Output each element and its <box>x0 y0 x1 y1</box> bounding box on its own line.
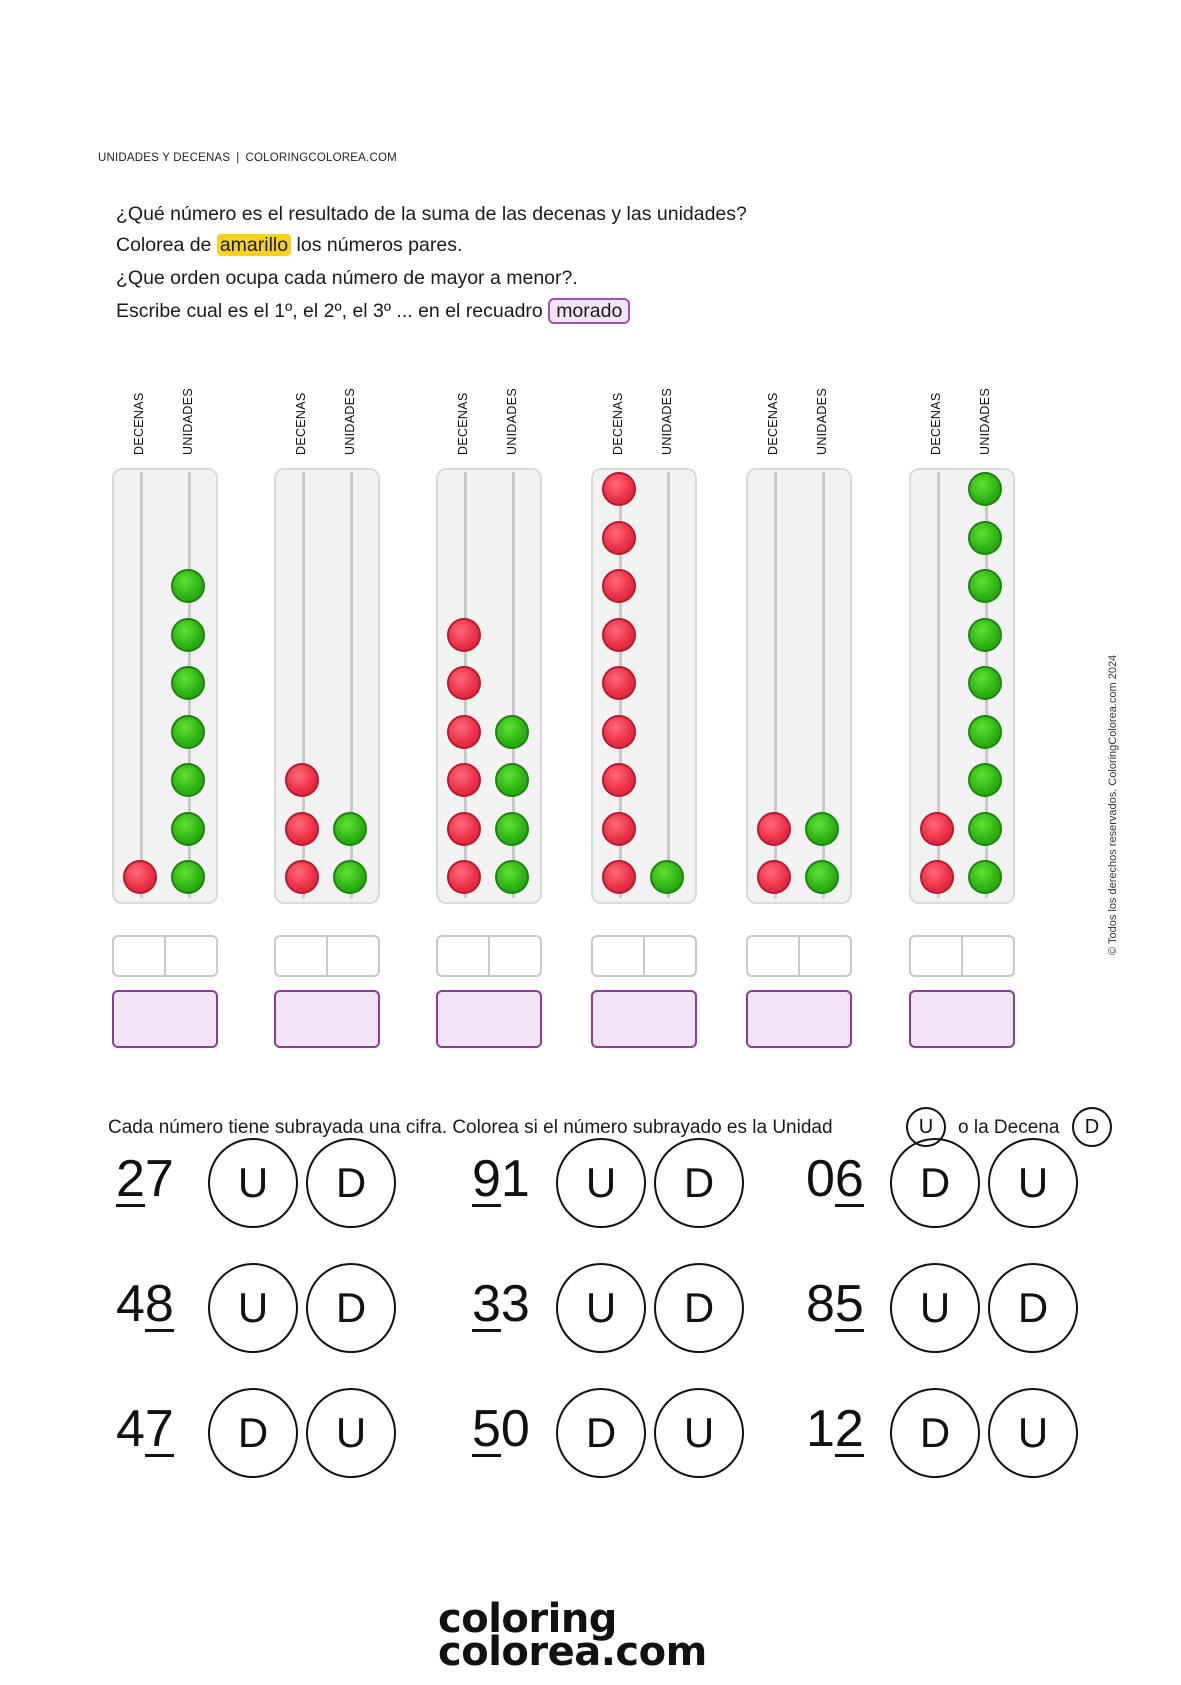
units-bead <box>968 521 1002 555</box>
digit-box-divider <box>488 937 490 975</box>
underlined-digit: 9 <box>472 1150 501 1208</box>
tens-bead <box>602 763 636 797</box>
instruction-line-1: ¿Qué número es el resultado de la suma de las decenas y las unidades? <box>116 203 747 225</box>
choice-circle[interactable]: D <box>208 1388 298 1478</box>
units-bead <box>171 715 205 749</box>
header-topic: UNIDADES Y DECENAS <box>98 152 231 164</box>
units-bead <box>968 715 1002 749</box>
units-bead <box>495 715 529 749</box>
choice-circle[interactable]: U <box>208 1138 298 1228</box>
highlight-yellow: amarillo <box>217 234 291 256</box>
units-bead <box>968 763 1002 797</box>
tens-bead <box>285 812 319 846</box>
exercise-number <box>472 1274 530 1334</box>
units-bead <box>968 812 1002 846</box>
order-box[interactable] <box>591 990 697 1048</box>
instruction-line-2-pre: Colorea de <box>116 234 212 256</box>
order-box[interactable] <box>746 990 852 1048</box>
underlined-digit: 6 <box>834 1150 864 1208</box>
instruction-line-3: ¿Que orden ocupa cada número de mayor a menor?. <box>116 267 578 289</box>
label-decenas: DECENAS <box>456 392 470 455</box>
choice-circle[interactable]: D <box>988 1263 1078 1353</box>
tens-bead <box>447 812 481 846</box>
units-bead <box>333 860 367 894</box>
exercise-number <box>116 1149 174 1209</box>
units-bead <box>650 860 684 894</box>
answer-digit-box[interactable] <box>746 935 852 977</box>
units-bead <box>171 812 205 846</box>
order-box[interactable] <box>274 990 380 1048</box>
tens-bead <box>602 472 636 506</box>
answer-digit-box[interactable] <box>436 935 542 977</box>
ten-legend-circle: D <box>1072 1107 1112 1147</box>
copyright-note: © Todos los derechos reservados. ColoringColorea.com 2024 <box>1107 654 1119 955</box>
tens-bead <box>447 763 481 797</box>
tens-bead <box>123 860 157 894</box>
tens-bead <box>602 715 636 749</box>
units-bead <box>805 860 839 894</box>
tens-bead <box>920 860 954 894</box>
underlined-digit: 2 <box>834 1400 864 1458</box>
units-bead <box>968 618 1002 652</box>
tens-bead <box>602 860 636 894</box>
choice-circle[interactable]: D <box>306 1263 396 1353</box>
choice-circle[interactable]: D <box>556 1388 646 1478</box>
choice-circle[interactable]: U <box>208 1263 298 1353</box>
units-bead <box>805 812 839 846</box>
header-separator: | <box>236 152 240 164</box>
label-decenas: DECENAS <box>929 392 943 455</box>
units-bead <box>495 812 529 846</box>
digit: 1 <box>806 1400 835 1458</box>
instruction-line-4 <box>116 300 630 323</box>
label-unidades: UNIDADES <box>978 388 992 455</box>
digit: 7 <box>144 1150 174 1208</box>
answer-digit-box[interactable] <box>112 935 218 977</box>
units-bead <box>171 763 205 797</box>
rod-unidades <box>667 472 670 898</box>
units-bead <box>968 666 1002 700</box>
instruction-line-2-post: los números pares. <box>296 234 463 256</box>
answer-digit-box[interactable] <box>909 935 1015 977</box>
choice-circle[interactable]: U <box>556 1138 646 1228</box>
choice-circle[interactable]: U <box>988 1138 1078 1228</box>
choice-circle[interactable]: U <box>556 1263 646 1353</box>
digit: 4 <box>116 1275 145 1333</box>
choice-circle[interactable]: U <box>988 1388 1078 1478</box>
tens-bead <box>447 860 481 894</box>
answer-digit-box[interactable] <box>591 935 697 977</box>
choice-circle[interactable]: D <box>654 1263 744 1353</box>
digit: 1 <box>500 1150 530 1208</box>
instruction-line-4-pre: Escribe cual es el 1º, el 2º, el 3º ... en el recuadro <box>116 300 543 322</box>
digit: 8 <box>806 1275 835 1333</box>
underlined-digit: 7 <box>144 1400 174 1458</box>
label-decenas: DECENAS <box>294 392 308 455</box>
tens-bead <box>602 618 636 652</box>
tens-bead <box>447 666 481 700</box>
choice-circle[interactable]: D <box>890 1138 980 1228</box>
tens-bead <box>757 812 791 846</box>
instruction-line-2 <box>116 234 462 257</box>
header-site: COLORINGCOLOREA.COM <box>245 152 397 164</box>
order-box[interactable] <box>436 990 542 1048</box>
label-decenas: DECENAS <box>766 392 780 455</box>
units-bead <box>171 569 205 603</box>
exercise-number <box>806 1399 864 1459</box>
exercise-number <box>472 1149 530 1209</box>
tens-bead <box>602 666 636 700</box>
digit: 3 <box>500 1275 530 1333</box>
underlined-digit: 8 <box>144 1275 174 1333</box>
choice-circle[interactable]: D <box>306 1138 396 1228</box>
digit-box-divider <box>643 937 645 975</box>
label-decenas: DECENAS <box>132 392 146 455</box>
tens-bead <box>920 812 954 846</box>
choice-circle[interactable]: D <box>890 1388 980 1478</box>
digit: 0 <box>806 1150 835 1208</box>
units-bead <box>171 860 205 894</box>
label-unidades: UNIDADES <box>181 388 195 455</box>
label-unidades: UNIDADES <box>815 388 829 455</box>
tens-bead <box>757 860 791 894</box>
underlined-digit: 5 <box>834 1275 864 1333</box>
label-unidades: UNIDADES <box>505 388 519 455</box>
exercise-number <box>116 1399 174 1459</box>
choice-circle[interactable]: U <box>890 1263 980 1353</box>
page-header <box>98 152 397 164</box>
exercise-number <box>116 1274 174 1334</box>
tens-bead <box>285 763 319 797</box>
units-bead <box>171 666 205 700</box>
units-bead <box>171 618 205 652</box>
tens-bead <box>447 715 481 749</box>
choice-circle[interactable]: U <box>654 1388 744 1478</box>
units-bead <box>968 569 1002 603</box>
digit-box-divider <box>326 937 328 975</box>
underlined-digit: 5 <box>472 1400 501 1458</box>
digit: 4 <box>116 1400 145 1458</box>
section2-instruction <box>108 1117 833 1139</box>
label-decenas: DECENAS <box>611 392 625 455</box>
digit-box-divider <box>961 937 963 975</box>
exercise-number <box>806 1149 864 1209</box>
answer-digit-box[interactable] <box>274 935 380 977</box>
tens-bead <box>602 521 636 555</box>
highlight-purple: morado <box>548 298 630 324</box>
tens-bead <box>447 618 481 652</box>
underlined-digit: 3 <box>472 1275 501 1333</box>
choice-circle[interactable]: D <box>654 1138 744 1228</box>
unit-legend-circle: U <box>906 1107 946 1147</box>
exercise-number <box>806 1274 864 1334</box>
order-box[interactable] <box>112 990 218 1048</box>
label-unidades: UNIDADES <box>660 388 674 455</box>
label-unidades: UNIDADES <box>343 388 357 455</box>
tens-bead <box>602 569 636 603</box>
digit-box-divider <box>164 937 166 975</box>
units-bead <box>968 472 1002 506</box>
digit: 0 <box>500 1400 530 1458</box>
tens-bead <box>285 860 319 894</box>
coloringcolorea-logo <box>438 1596 707 1675</box>
tens-bead <box>602 812 636 846</box>
digit-box-divider <box>798 937 800 975</box>
logo-line-2: colorea.com <box>438 1629 707 1675</box>
units-bead <box>968 860 1002 894</box>
section2-text-pre: Cada número tiene subrayada una cifra. Colorea si el número subrayado es la Unidad <box>108 1117 833 1138</box>
units-bead <box>495 860 529 894</box>
units-bead <box>333 812 367 846</box>
section2-text-mid: o la Decena <box>958 1117 1060 1138</box>
units-bead <box>495 763 529 797</box>
order-box[interactable] <box>909 990 1015 1048</box>
rod-decenas <box>140 472 143 898</box>
choice-circle[interactable]: U <box>306 1388 396 1478</box>
logo-line-1: coloring <box>438 1596 617 1642</box>
underlined-digit: 2 <box>116 1150 145 1208</box>
exercise-number <box>472 1399 530 1459</box>
